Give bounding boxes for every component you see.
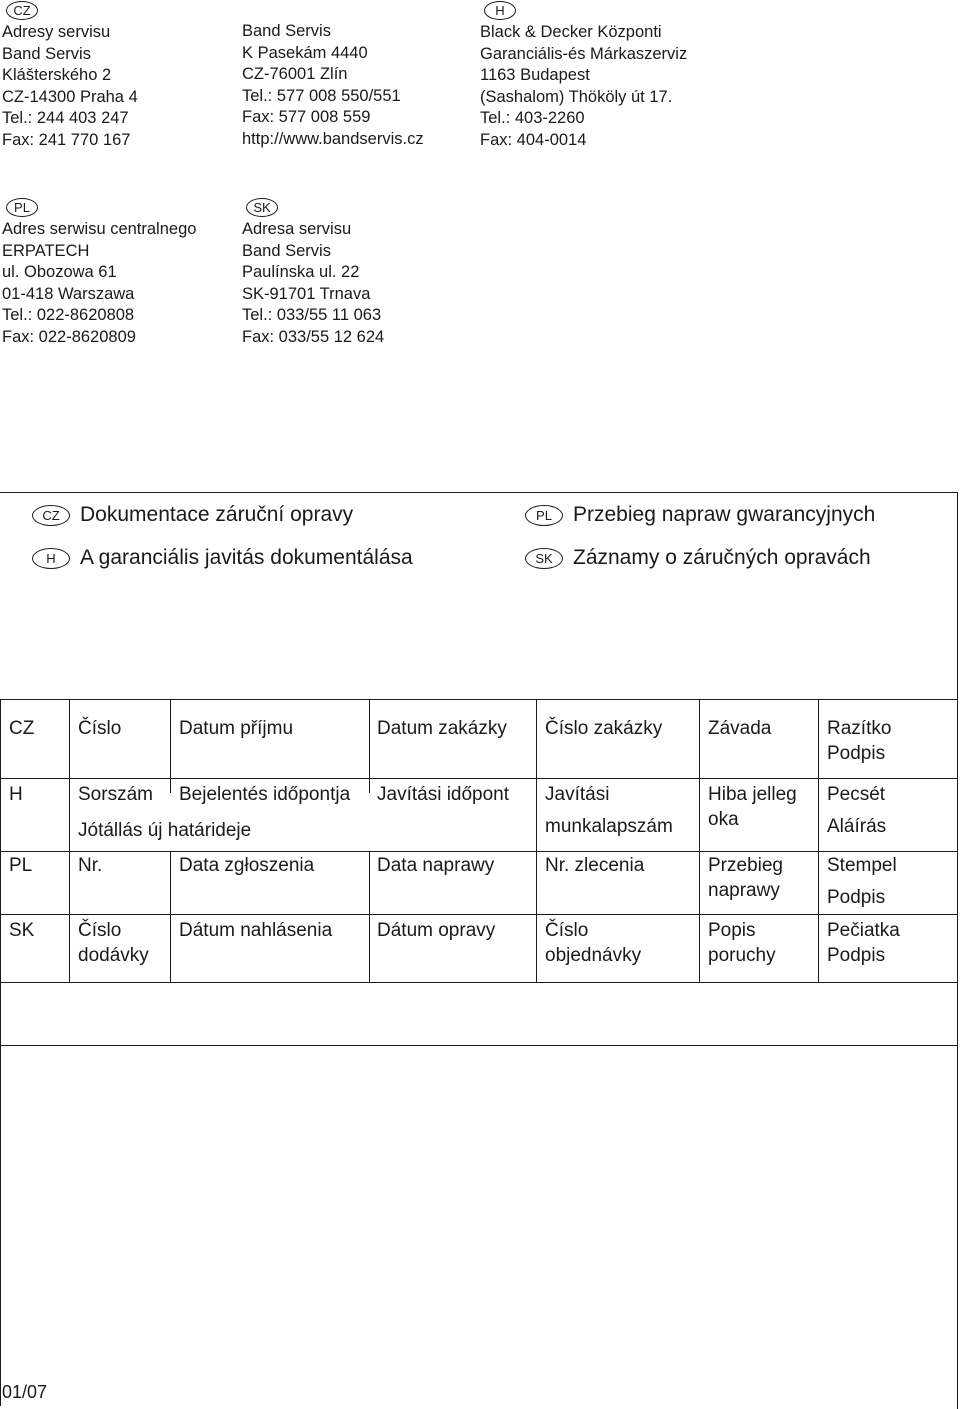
- address-line: Fax: 577 008 559: [242, 108, 371, 126]
- address-line: Fax: 033/55 12 624: [242, 327, 385, 346]
- form-title-text: Záznamy o záručných opravách: [573, 546, 871, 569]
- address-line: Klášterského 2: [2, 66, 112, 84]
- form-title-pl: [525, 503, 875, 527]
- header-cell: Závada: [708, 718, 772, 739]
- row-lang-h: H: [9, 784, 23, 805]
- table-rule: [0, 778, 958, 779]
- header-cell: Datum příjmu: [179, 718, 294, 739]
- address-line: Adres serwisu centralnego: [2, 220, 197, 238]
- address-line: Band Servis: [2, 44, 91, 63]
- header-cell: Podpis: [827, 945, 886, 966]
- table-col-rule: [170, 851, 171, 982]
- header-cell: Číslo: [78, 718, 122, 739]
- address-block-cz-zlin: [242, 21, 424, 150]
- language-tag-cz: CZ: [6, 1, 38, 20]
- table-rule: [0, 982, 958, 983]
- language-tag-h: H: [32, 548, 70, 569]
- row-lang-pl: PL: [9, 855, 33, 876]
- form-title-h: [32, 546, 413, 570]
- table-rule: [0, 851, 958, 852]
- address-line: Fax: 404-0014: [480, 130, 587, 149]
- header-cell: Javítási: [545, 784, 610, 805]
- form-title-cz: [32, 503, 353, 527]
- address-line: Adresa servisu: [242, 220, 352, 238]
- header-cell: Sorszám: [78, 784, 153, 805]
- address-line: Tel.: 244 403 247: [2, 109, 129, 127]
- table-col-rule: [369, 851, 370, 982]
- header-cell: Nr.: [78, 855, 103, 876]
- address-line: Band Servis: [242, 22, 331, 40]
- header-cell: Číslo zakázky: [545, 718, 663, 739]
- header-cell: Razítko: [827, 718, 892, 739]
- header-cell: naprawy: [708, 880, 780, 901]
- header-cell-warranty-deadline: Jótállás új határideje: [78, 820, 252, 841]
- address-block-sk: [242, 197, 384, 348]
- table-rule: [0, 1045, 958, 1046]
- header-cell: Podpis: [827, 887, 886, 908]
- header-cell: Pečiatka: [827, 920, 900, 941]
- header-cell: Stempel: [827, 855, 897, 876]
- address-line: Garanciális-és Márkaszerviz: [480, 44, 688, 63]
- header-cell: objednávky: [545, 945, 642, 966]
- header-cell: Číslo: [78, 920, 122, 941]
- form-title-text: Przebieg napraw gwarancyjnych: [573, 503, 876, 526]
- address-line: Band Servis: [242, 241, 331, 260]
- table-rule: [0, 699, 958, 700]
- language-tag-h: H: [484, 1, 516, 20]
- address-line: Paulínska ul. 22: [242, 263, 360, 281]
- table-col-rule: [536, 699, 537, 982]
- header-cell: Podpis: [827, 743, 886, 764]
- address-line: ERPATECH: [2, 241, 90, 260]
- language-tag-pl: PL: [525, 505, 563, 526]
- address-line: 1163 Budapest: [480, 66, 590, 84]
- header-cell: Data zgłoszenia: [179, 855, 315, 876]
- language-tag-sk: SK: [246, 198, 278, 217]
- table-col-rule: [69, 699, 70, 982]
- header-cell: Bejelentés időpontja: [179, 784, 351, 805]
- address-block-h: [480, 0, 687, 151]
- table-col-rule: [170, 699, 171, 779]
- header-cell: Data naprawy: [377, 855, 495, 876]
- address-line: 01-418 Warszawa: [2, 284, 135, 303]
- address-line: Black & Decker Központi: [480, 23, 662, 41]
- language-tag-cz: CZ: [32, 505, 70, 526]
- address-line: Tel.: 577 008 550/551: [242, 86, 401, 105]
- language-tag-sk: SK: [525, 548, 563, 569]
- header-cell: oka: [708, 809, 739, 830]
- language-tag-pl: PL: [6, 198, 38, 217]
- address-line: K Pasekám 4440: [242, 43, 368, 62]
- form-title-text: A garanciális javitás dokumentálása: [80, 546, 413, 569]
- address-line: SK-91701 Trnava: [242, 284, 371, 303]
- row-lang-cz: CZ: [9, 718, 35, 739]
- form-title-sk: [525, 546, 871, 570]
- address-line: Fax: 241 770 167: [2, 130, 131, 149]
- header-cell: Pecsét: [827, 784, 886, 805]
- table-col-rule: [818, 699, 819, 982]
- header-cell: munkalapszám: [545, 816, 673, 837]
- form-title-text: Dokumentace záruční opravy: [80, 503, 354, 526]
- header-cell: dodávky: [78, 945, 149, 966]
- address-line: (Sashalom) Thököly út 17.: [480, 87, 673, 106]
- header-cell: Nr. zlecenia: [545, 855, 645, 876]
- address-block-pl: [2, 197, 196, 348]
- table-col-rule: [699, 699, 700, 982]
- row-lang-sk: SK: [9, 920, 35, 941]
- address-block-cz: [2, 0, 138, 151]
- header-cell: Dátum nahlásenia: [179, 920, 333, 941]
- header-cell: poruchy: [708, 945, 776, 966]
- header-cell: Datum zakázky: [377, 718, 507, 739]
- table-col-rule: [0, 982, 1, 1406]
- address-line: Adresy servisu: [2, 23, 111, 41]
- table-col-rule: [369, 699, 370, 779]
- table-col-rule: [170, 778, 171, 793]
- header-cell: Dátum opravy: [377, 920, 496, 941]
- address-line: Tel.: 022-8620808: [2, 306, 135, 324]
- address-line: Fax: 022-8620809: [2, 327, 136, 346]
- header-cell: Przebieg: [708, 855, 783, 876]
- website-link[interactable]: http://www.bandservis.cz: [242, 129, 424, 148]
- header-cell: Hiba jelleg: [708, 784, 797, 805]
- table-col-rule: [369, 778, 370, 793]
- address-line: ul. Obozowa 61: [2, 263, 117, 281]
- header-cell: Popis: [708, 920, 756, 941]
- header-cell: Číslo: [545, 920, 589, 941]
- header-cell: Aláírás: [827, 816, 887, 837]
- address-line: CZ-76001 Zlín: [242, 65, 348, 83]
- address-line: Tel.: 403-2260: [480, 109, 585, 127]
- page-footer-code: 01/07: [2, 1382, 48, 1402]
- table-col-rule: [0, 699, 1, 982]
- table-rule: [0, 914, 958, 915]
- address-line: Tel.: 033/55 11 063: [242, 306, 382, 324]
- header-cell: Javítási időpont: [377, 784, 510, 805]
- address-line: CZ-14300 Praha 4: [2, 87, 138, 106]
